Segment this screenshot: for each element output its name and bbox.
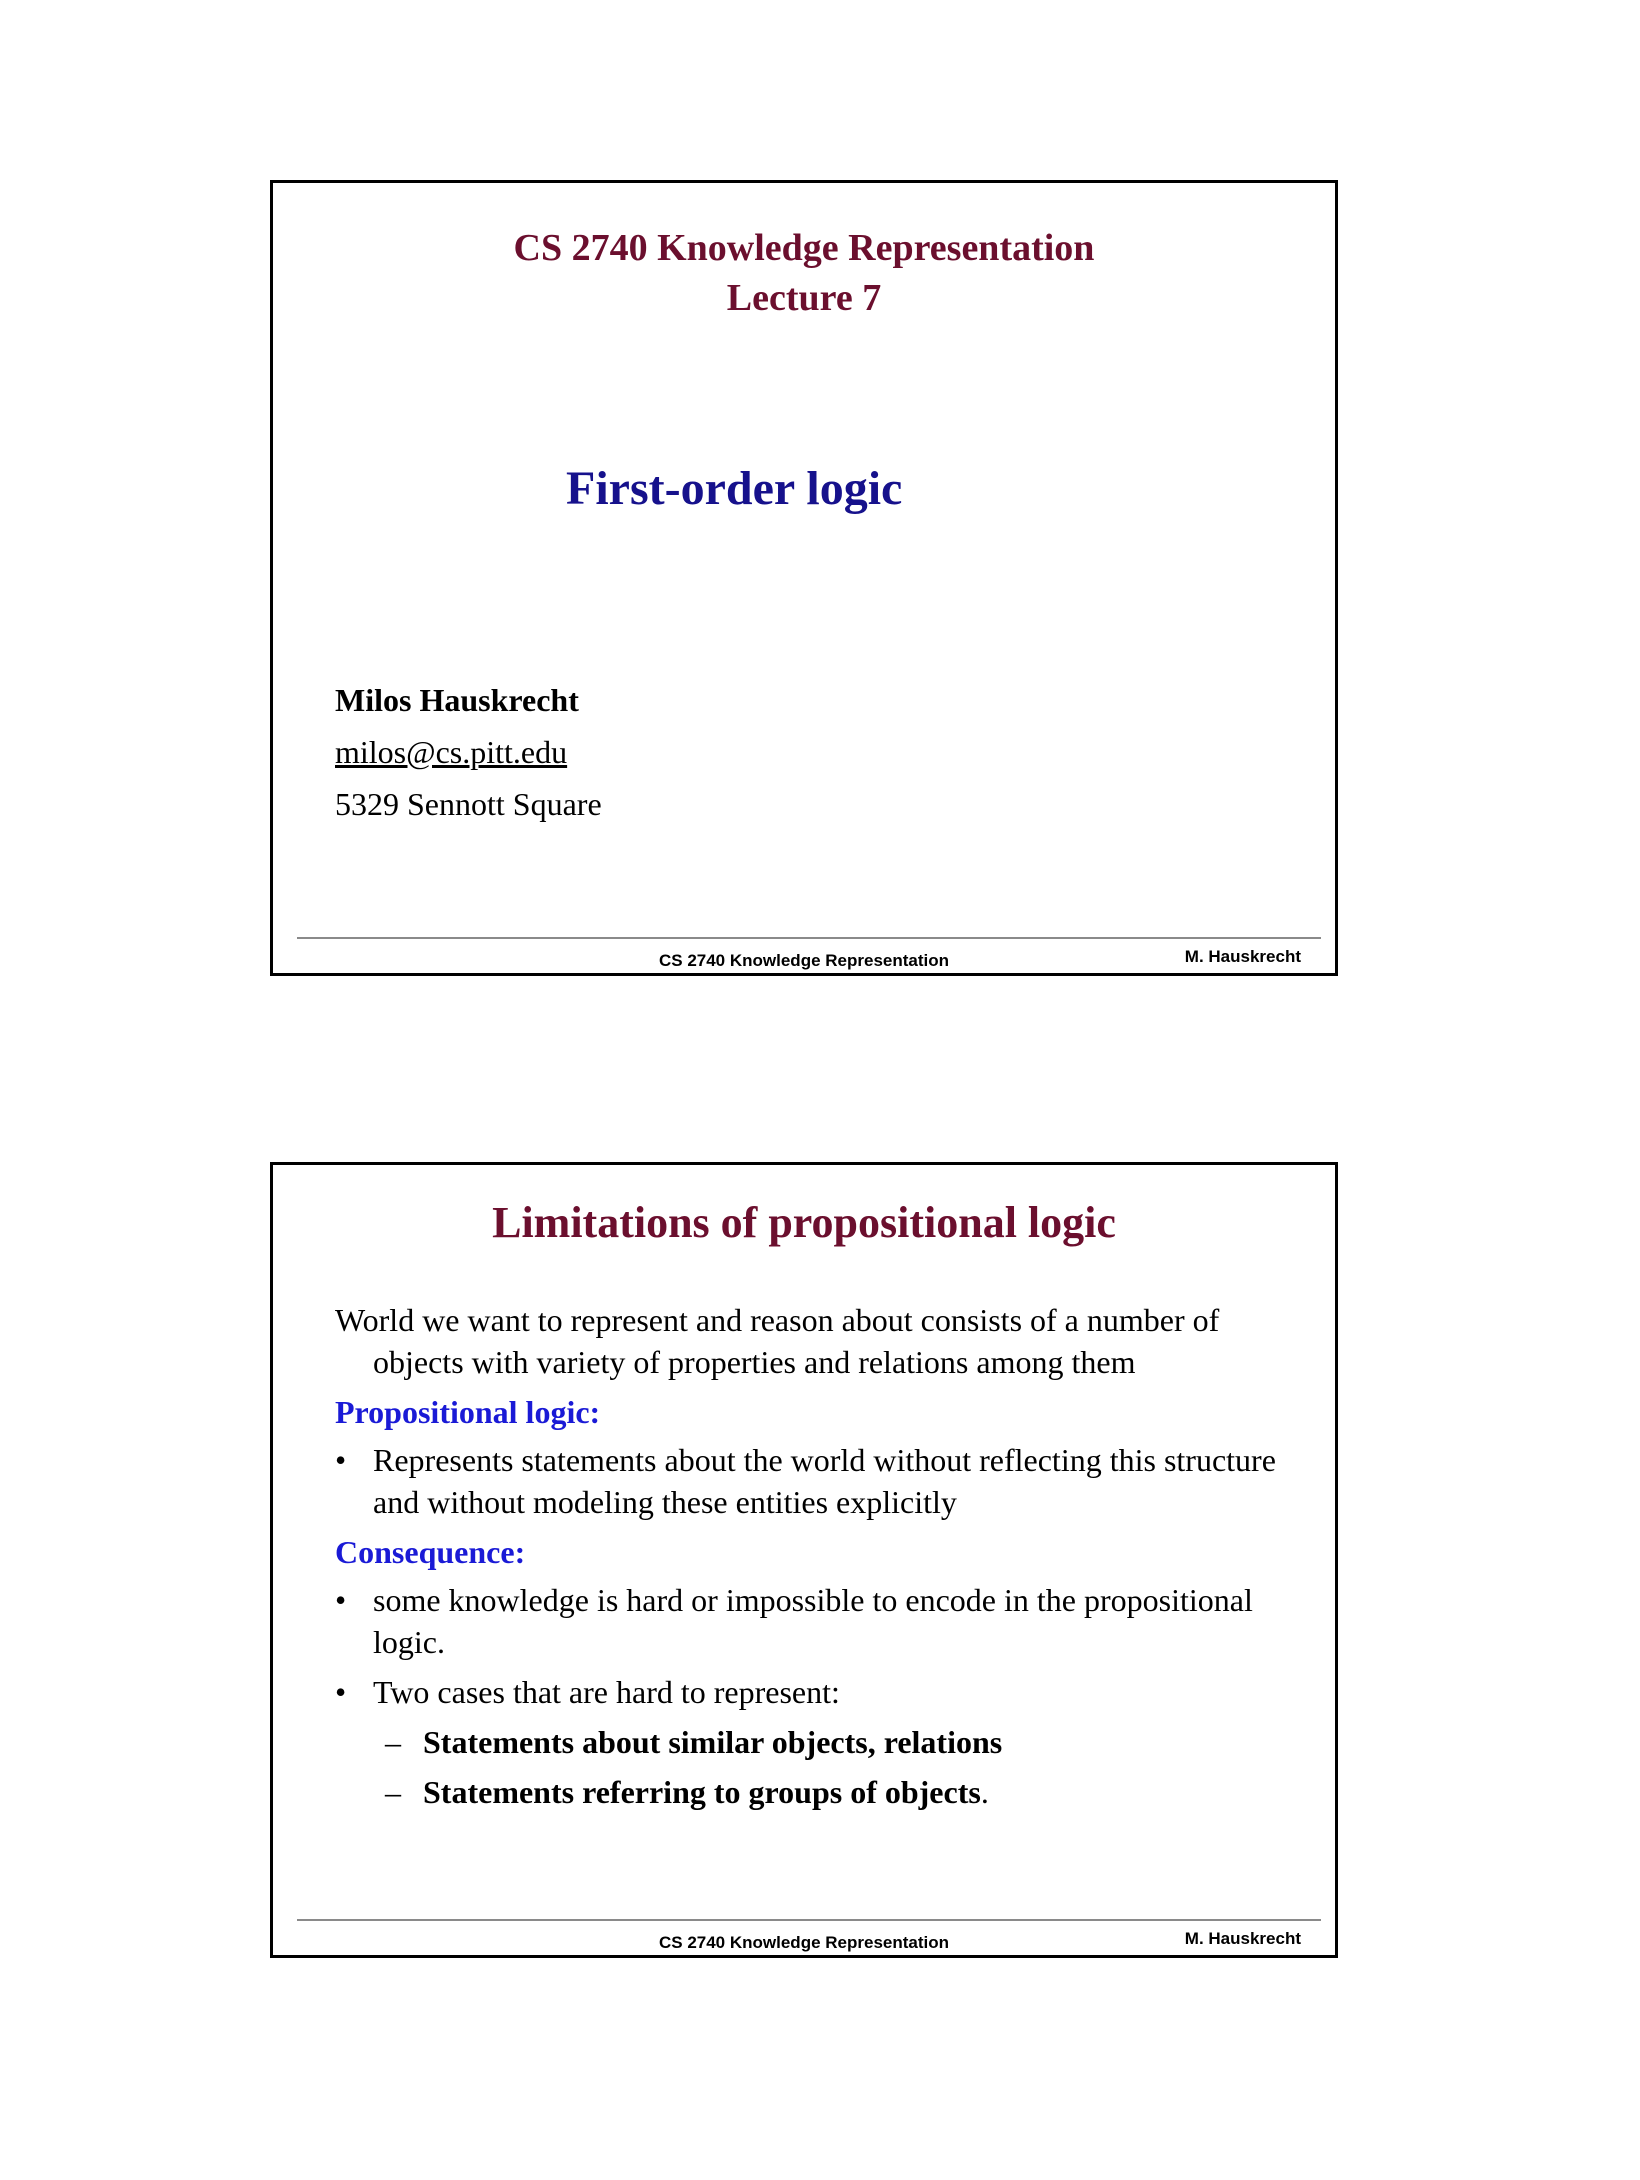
author-name: Milos Hauskrecht [335, 682, 579, 718]
footer-course: CS 2740 Knowledge Representation [658, 1933, 950, 1952]
bullet-text: Represents statements about the world without reflecting this structure and without modeling these entities explicitly [373, 1442, 1276, 1520]
slide-1 [270, 180, 1338, 976]
dash-glyph: – [385, 1774, 401, 1810]
slide-2 [270, 1162, 1338, 1958]
bullet-item [335, 1579, 1295, 1663]
author-office: 5329 Sennott Square [335, 786, 602, 822]
footer-author: M. Hauskrecht [1184, 947, 1301, 966]
footer-divider [297, 937, 1321, 939]
footer-course: CS 2740 Knowledge Representation [658, 951, 950, 970]
sub-bullet-text: Statements about similar objects, relations [423, 1724, 1003, 1760]
slide-title: Limitations of propositional logic [492, 1198, 1116, 1247]
bullet-text: some knowledge is hard or impossible to encode in the propositional logic. [373, 1582, 1253, 1660]
slide-body [335, 1299, 1295, 1821]
course-title: CS 2740 Knowledge Representation [513, 227, 1095, 269]
bullet-glyph: • [335, 1442, 347, 1478]
sub-bullet-item [335, 1721, 1295, 1763]
main-title: First-order logic [566, 462, 903, 515]
lecture-number: Lecture 7 [726, 277, 882, 319]
bullet-text: Two cases that are hard to represent: [373, 1674, 840, 1710]
author-email-link[interactable]: milos@cs.pitt.edu [335, 734, 568, 770]
bullet-item [335, 1671, 1295, 1713]
footer-divider [297, 1919, 1321, 1921]
intro-paragraph: World we want to represent and reason about consists of a number of objects with variety of properties and relations among them [335, 1302, 1220, 1380]
author-block [335, 674, 602, 830]
bullet-glyph: • [335, 1582, 347, 1618]
bullet-glyph: • [335, 1674, 347, 1710]
dash-glyph: – [385, 1724, 401, 1760]
sub-bullet-item [335, 1771, 1295, 1813]
section-heading-propositional: Propositional logic: [335, 1394, 601, 1430]
section-heading-consequence: Consequence: [335, 1534, 526, 1570]
bullet-item [335, 1439, 1295, 1523]
sub-bullet-trailing-period: . [980, 1774, 989, 1810]
footer-author: M. Hauskrecht [1184, 1929, 1301, 1948]
sub-bullet-text: Statements referring to groups of objects [423, 1774, 981, 1810]
